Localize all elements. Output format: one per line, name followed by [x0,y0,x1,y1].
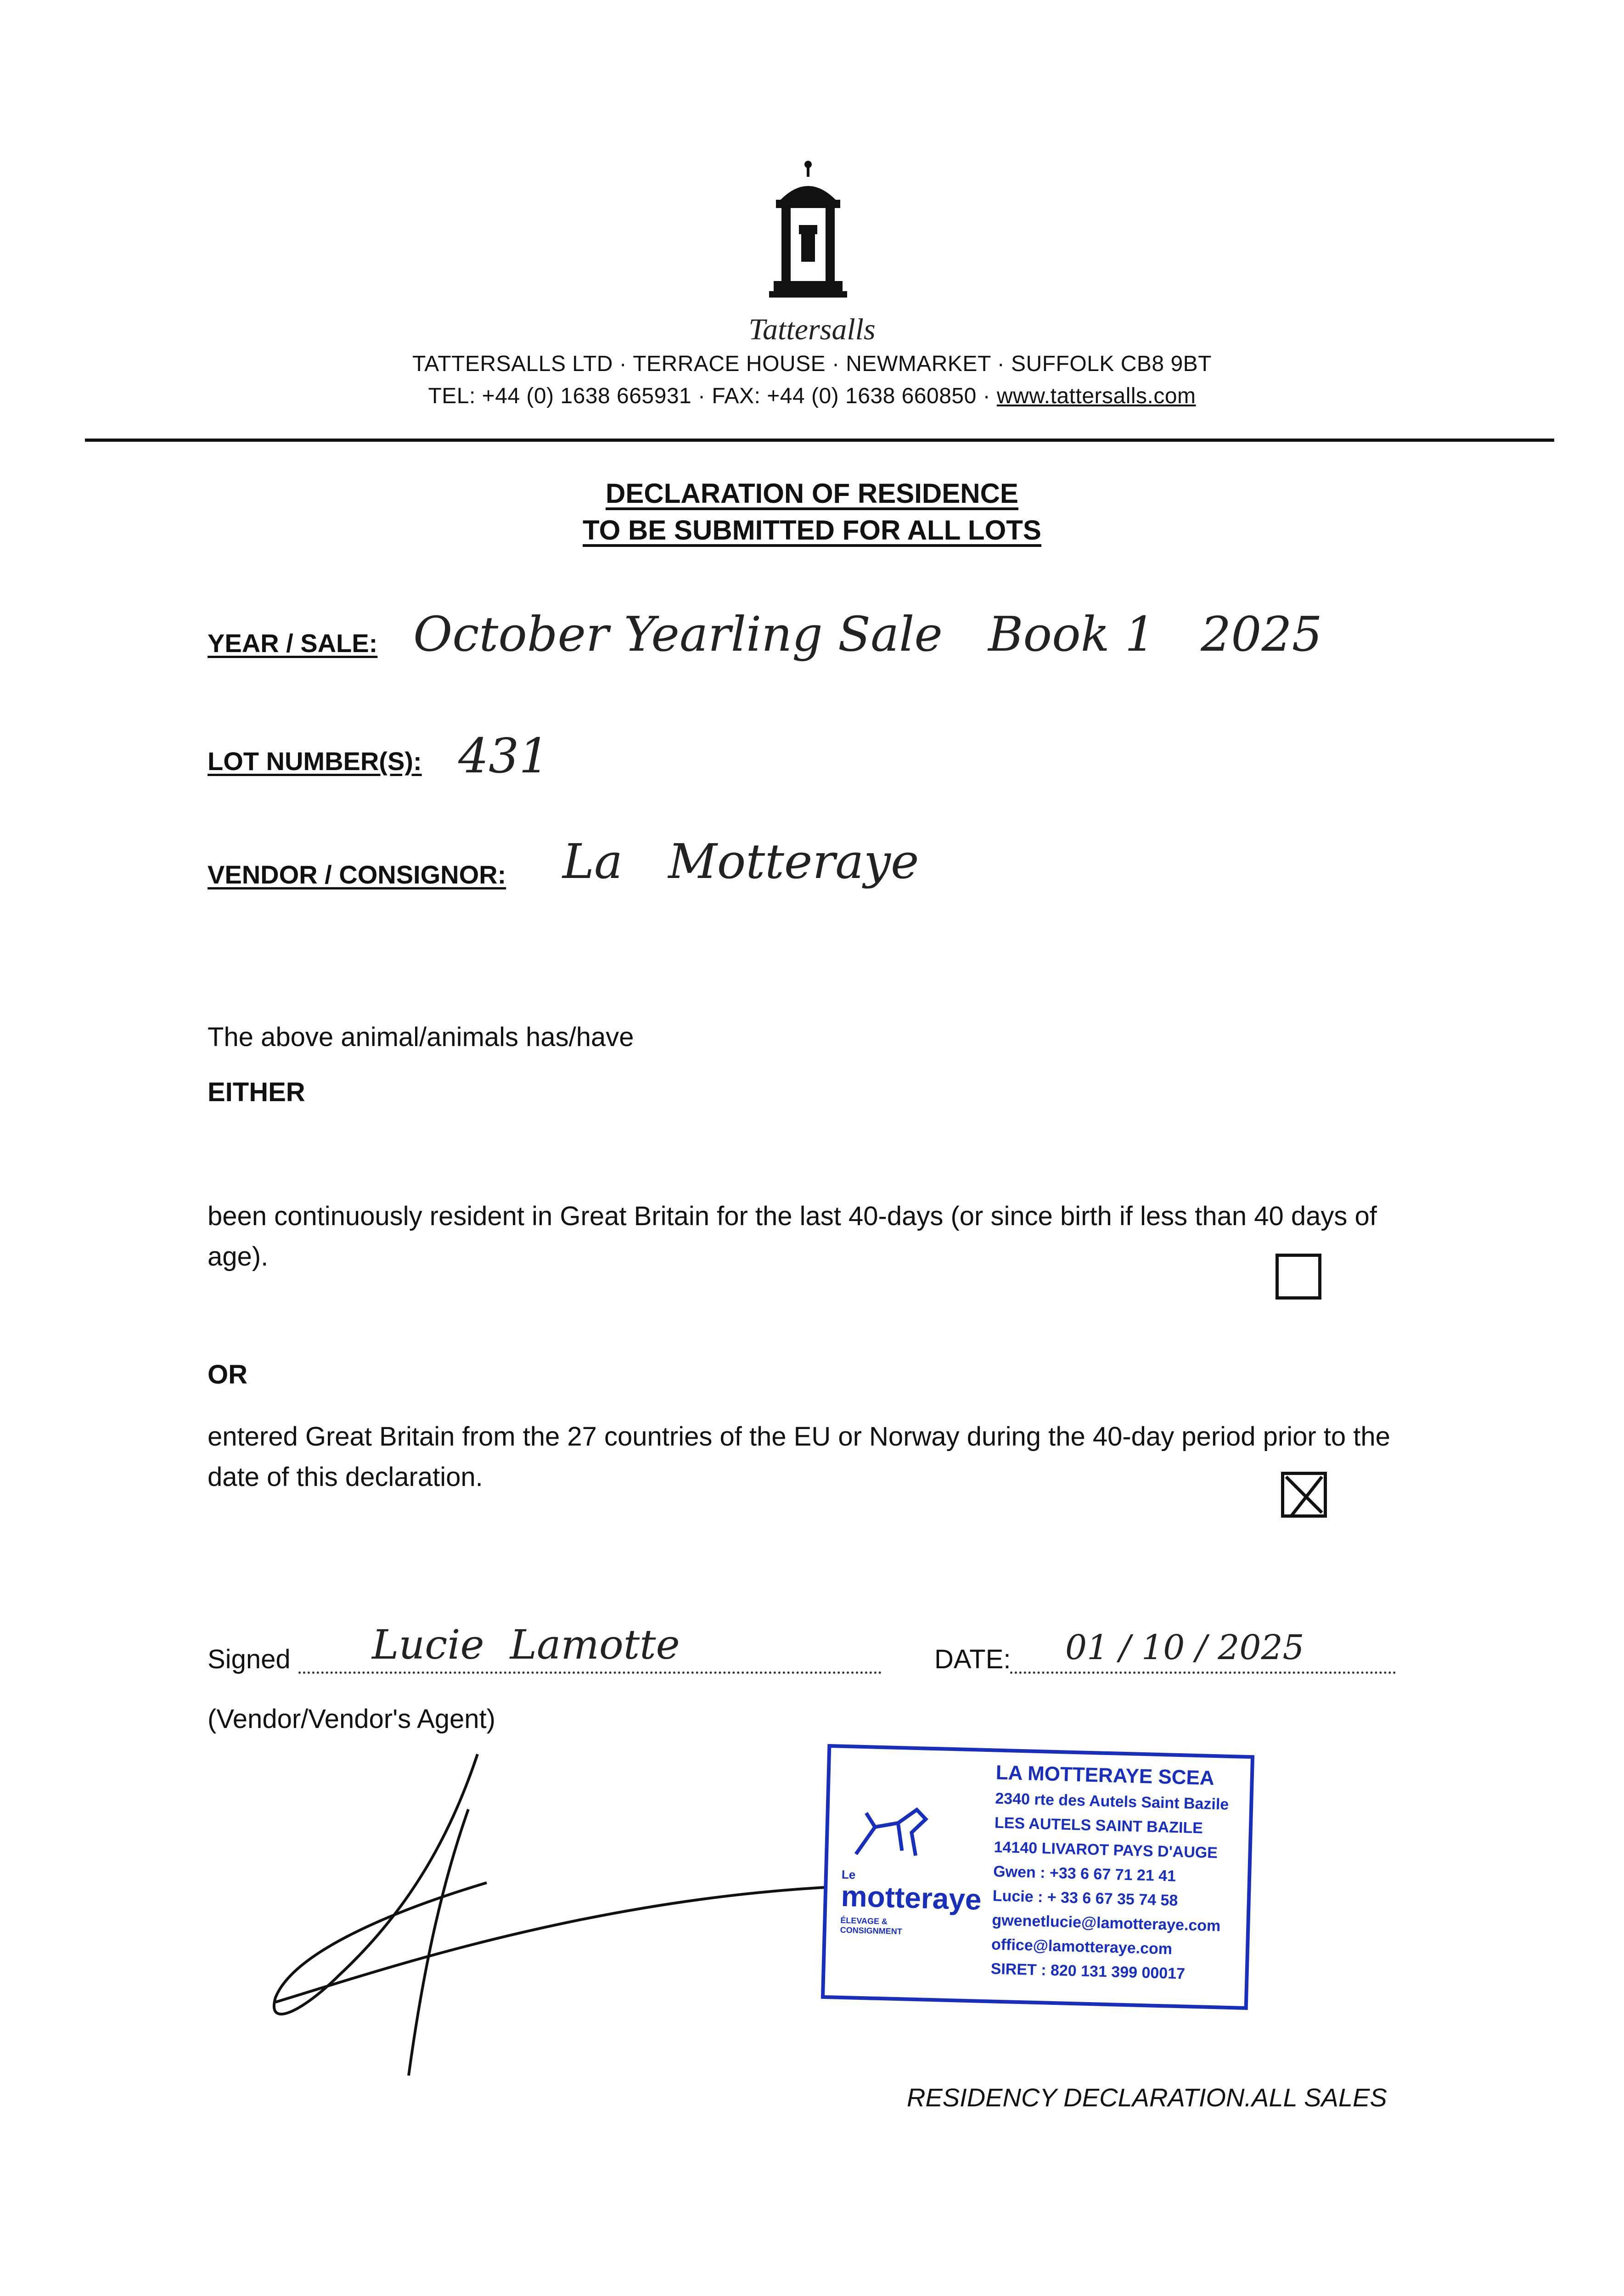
or-heading: OR [208,1360,247,1390]
checkbox-cross-icon [1284,1475,1324,1514]
date-label: DATE: [934,1644,1011,1674]
stamp-street: 2340 rte des Autels Saint Bazile [995,1790,1229,1813]
stamp-phone-gwen: Gwen : +33 6 67 71 21 41 [993,1863,1176,1885]
stamp-email-1: gwenetlucie@lamotteraye.com [992,1911,1221,1935]
declaration-intro: The above animal/animals has/have [208,1022,634,1052]
contact-numbers: TEL: +44 (0) 1638 665931 · FAX: +44 (0) 1638 660850 · [428,384,997,408]
lot-number-label: LOT NUMBER(S): [208,747,422,776]
stamp-logo-subtitle: ÉLEVAGE & CONSIGNMENT [840,1915,903,1936]
stamp-logo-text: motteraye [840,1879,982,1916]
stamp-postcode: 14140 LIVAROT PAYS D'AUGE [994,1838,1218,1862]
handwritten-signature [257,1736,854,2085]
stamp-logo-small: Le [841,1867,856,1882]
stamp-email-2: office@lamotteraye.com [991,1936,1173,1958]
declaration-subtitle: TO BE SUBMITTED FOR ALL LOTS [583,515,1041,546]
lot-number-value[interactable]: 431 [458,728,550,784]
signed-value[interactable]: Lucie Lamotte [372,1621,680,1668]
contact-line [0,383,1624,409]
brand-name: Tattersalls [748,313,876,346]
website-link[interactable]: www.tattersalls.com [996,384,1196,408]
declaration-title: DECLARATION OF RESIDENCE [606,478,1018,509]
date-dotted-line [1010,1671,1396,1674]
date-value[interactable]: 01 / 10 / 2025 [1065,1628,1304,1667]
header-divider [85,439,1554,442]
option1-text: been continuously resident in Great Britain for the last 40-days (or since birth if less than 40 days of age). [208,1201,1377,1272]
stamp-locality: LES AUTELS SAINT BAZILE [994,1814,1203,1837]
company-stamp [821,1744,1254,2010]
signed-label: Signed [208,1644,291,1674]
year-sale-value[interactable]: October Yearling Sale Book 1 2025 [413,606,1322,662]
option2-text: entered Great Britain from the 27 countries of the EU or Norway during the 40-day period prior to the date of this declaration. [208,1422,1390,1492]
footer-text: RESIDENCY DECLARATION.ALL SALES [907,2083,1387,2112]
stamp-company: LA MOTTERAYE SCEA [995,1761,1215,1790]
stamp-siret: SIRET : 820 131 399 00017 [990,1960,1186,1983]
vendor-value[interactable]: La Motteraye [562,833,919,889]
tattersalls-logo [753,156,891,308]
horse-logo-icon [846,1799,935,1870]
signed-dotted-line [298,1671,882,1674]
company-address: TATTERSALLS LTD · TERRACE HOUSE · NEWMARKET · SUFFOLK CB8 9BT [412,352,1212,376]
either-heading: EITHER [208,1077,305,1107]
stamp-phone-lucie: Lucie : + 33 6 67 35 74 58 [992,1887,1178,1910]
vendor-label: VENDOR / CONSIGNOR: [208,860,506,889]
option2-checkbox[interactable] [1281,1472,1327,1518]
year-sale-label: YEAR / SALE: [208,629,378,658]
option1-checkbox[interactable] [1276,1254,1321,1300]
signer-role: (Vendor/Vendor's Agent) [208,1704,495,1734]
